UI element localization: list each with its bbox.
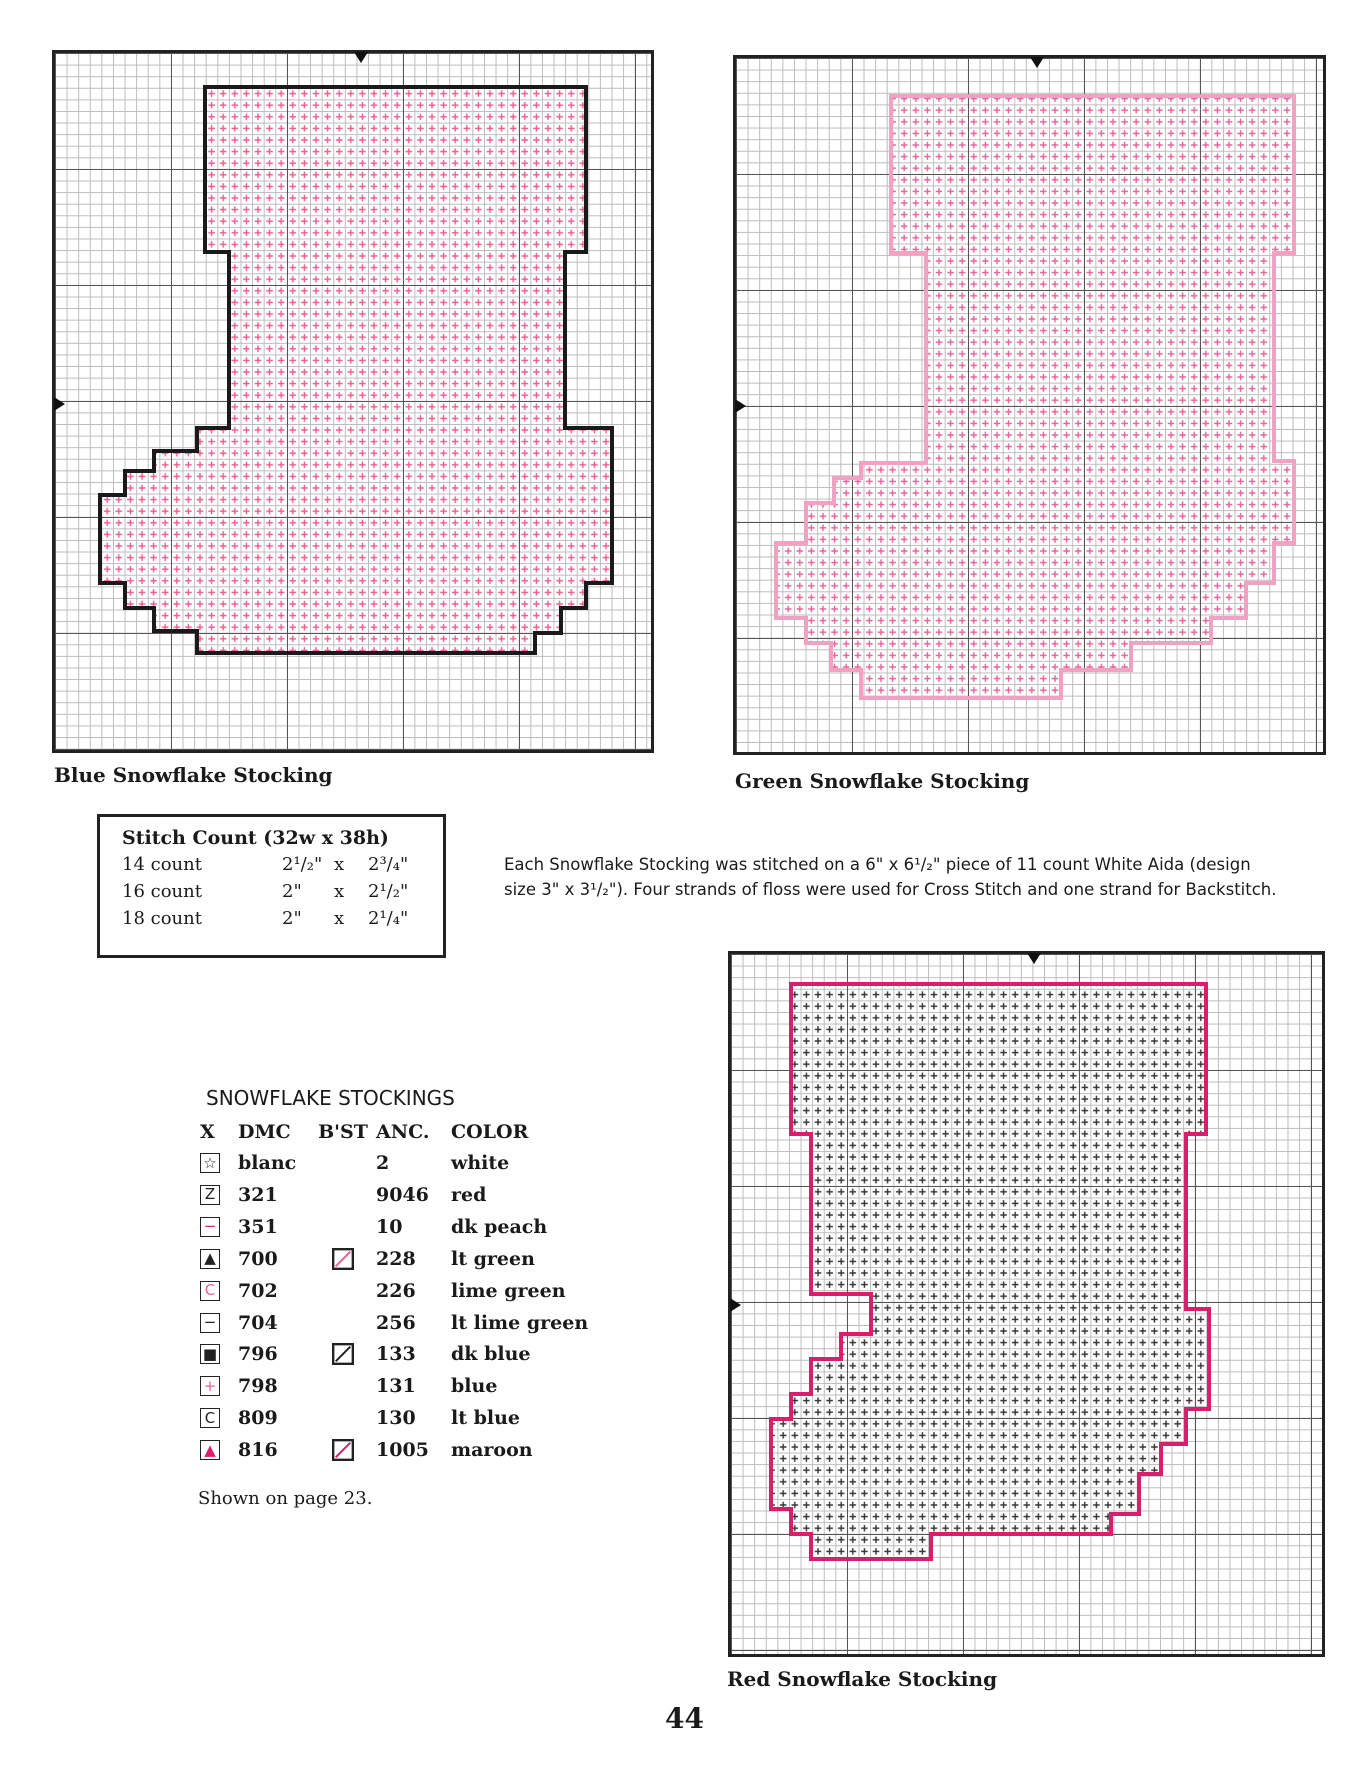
color-key-row [200, 1184, 486, 1206]
backstitch-icon [332, 1439, 354, 1461]
stocking-outline-shape [736, 58, 1323, 752]
center-marker-top [1027, 953, 1041, 964]
header-dmc: DMC [238, 1121, 291, 1143]
color-name: lt lime green [451, 1311, 589, 1334]
color-name: maroon [451, 1439, 533, 1462]
stitch-symbol-icon: ■ [200, 1344, 220, 1364]
anchor-number: 9046 [376, 1183, 429, 1206]
symbol-cell [200, 1217, 238, 1237]
stitch-symbol-icon: C [200, 1408, 220, 1428]
dmc-number: 816 [238, 1439, 278, 1462]
green-chart-caption: Green Snowflake Stocking [735, 769, 1030, 793]
symbol-cell [200, 1376, 238, 1396]
anchor-number: 10 [376, 1215, 403, 1238]
stocking-shape [771, 984, 1209, 1559]
color-name: white [451, 1152, 510, 1174]
stitch-count-row [122, 878, 421, 905]
header-bst: B'ST [318, 1121, 368, 1143]
symbol-cell [200, 1281, 238, 1301]
times-sign: x [334, 881, 345, 902]
stitch-count-row [122, 851, 421, 878]
center-marker-top [354, 52, 368, 63]
stitch-symbol-icon: − [200, 1217, 220, 1237]
stocking-outline-shape [55, 53, 651, 750]
design-height: 2¹/₄" [368, 908, 409, 929]
symbol-cell [200, 1440, 238, 1460]
symbol-cell [200, 1344, 238, 1364]
blue-stocking-chart [52, 50, 654, 753]
backstitch-cell [314, 1343, 372, 1365]
stocking-shape [100, 87, 612, 653]
header-anc: ANC. [376, 1121, 430, 1143]
dmc-number: 704 [238, 1311, 278, 1334]
fabric-count: 14 count [122, 854, 202, 875]
color-key-row [200, 1216, 547, 1238]
color-key-row [200, 1407, 520, 1429]
stitch-symbol-icon: ▲ [200, 1440, 220, 1460]
color-key-header [200, 1121, 528, 1143]
stitch-symbol-icon: ▲ [200, 1249, 220, 1269]
color-key-row [200, 1280, 566, 1302]
stitch-symbol-icon: C [200, 1281, 220, 1301]
page-number: 44 [665, 1702, 704, 1735]
backstitch-icon [332, 1248, 354, 1270]
anchor-number: 2 [376, 1152, 390, 1174]
dmc-number: 351 [238, 1215, 278, 1238]
stitching-description: Each Snowflake Stocking was stitched on a 6" x 6¹/₂" piece of 11 count White Aida (design size 3" x 3¹/₂"). Four strands of floss were used for Cross Stitch and one strand for Backstitch. [504, 855, 1277, 899]
anchor-number: 256 [376, 1311, 416, 1334]
anchor-number: 133 [376, 1343, 416, 1366]
color-name: lt blue [451, 1407, 521, 1430]
design-height: 2¹/₂" [368, 881, 409, 902]
dmc-number: 798 [238, 1375, 278, 1398]
fabric-count: 18 count [122, 908, 202, 929]
stitch-count-box [97, 814, 446, 958]
header-x: X [200, 1121, 215, 1143]
red-stocking-chart [728, 951, 1325, 1657]
design-width: 2¹/₂" [282, 854, 323, 875]
color-name: red [451, 1183, 487, 1206]
symbol-cell [200, 1249, 238, 1269]
anchor-number: 226 [376, 1279, 416, 1302]
stitch-count-row [122, 905, 421, 932]
stitch-symbol-icon: + [200, 1376, 220, 1396]
dmc-number: 809 [238, 1407, 278, 1430]
red-chart-caption: Red Snowflake Stocking [727, 1667, 998, 1691]
times-sign: x [334, 908, 345, 929]
color-key-title: SNOWFLAKE STOCKINGS [206, 1086, 455, 1110]
color-key-row [200, 1152, 509, 1174]
shown-on-note: Shown on page 23. [198, 1488, 373, 1509]
header-color: COLOR [451, 1121, 529, 1143]
color-key-row [200, 1312, 588, 1334]
color-name: blue [451, 1375, 498, 1398]
color-name: dk blue [451, 1343, 531, 1366]
color-key-row [200, 1343, 530, 1365]
dmc-number: 702 [238, 1279, 278, 1302]
stitch-symbol-icon: − [200, 1313, 220, 1333]
dmc-number: 700 [238, 1247, 278, 1270]
stocking-outline-shape [731, 954, 1322, 1654]
anchor-number: 131 [376, 1375, 416, 1398]
color-name: dk peach [451, 1215, 548, 1238]
green-stocking-chart [733, 55, 1326, 755]
anchor-number: 130 [376, 1407, 416, 1430]
fabric-count: 16 count [122, 881, 202, 902]
color-key-row [200, 1439, 533, 1461]
color-key-row [200, 1375, 497, 1397]
backstitch-cell [314, 1439, 372, 1461]
blue-chart-caption: Blue Snowflake Stocking [54, 763, 333, 787]
design-height: 2³/₄" [368, 854, 409, 875]
times-sign: x [334, 854, 345, 875]
backstitch-icon [332, 1343, 354, 1365]
color-key-row [200, 1248, 535, 1270]
stitch-symbol-icon: Z [200, 1185, 220, 1205]
backstitch-cell [314, 1248, 372, 1270]
design-width: 2" [282, 908, 302, 929]
symbol-cell [200, 1153, 238, 1173]
dmc-number: 321 [238, 1183, 278, 1206]
dmc-number: 796 [238, 1343, 278, 1366]
center-marker-left [54, 397, 65, 411]
center-marker-left [735, 399, 746, 413]
stitch-count-title: Stitch Count (32w x 38h) [122, 827, 389, 849]
stitch-symbol-icon: ☆ [200, 1153, 220, 1173]
symbol-cell [200, 1408, 238, 1428]
center-marker-left [730, 1298, 741, 1312]
color-name: lt green [451, 1247, 535, 1270]
symbol-cell [200, 1185, 238, 1205]
anchor-number: 1005 [376, 1439, 429, 1462]
center-marker-top [1030, 57, 1044, 68]
symbol-cell [200, 1313, 238, 1333]
stocking-shape [776, 96, 1294, 698]
anchor-number: 228 [376, 1247, 416, 1270]
design-width: 2" [282, 881, 302, 902]
color-name: lime green [451, 1279, 566, 1302]
dmc-number: blanc [238, 1152, 297, 1174]
